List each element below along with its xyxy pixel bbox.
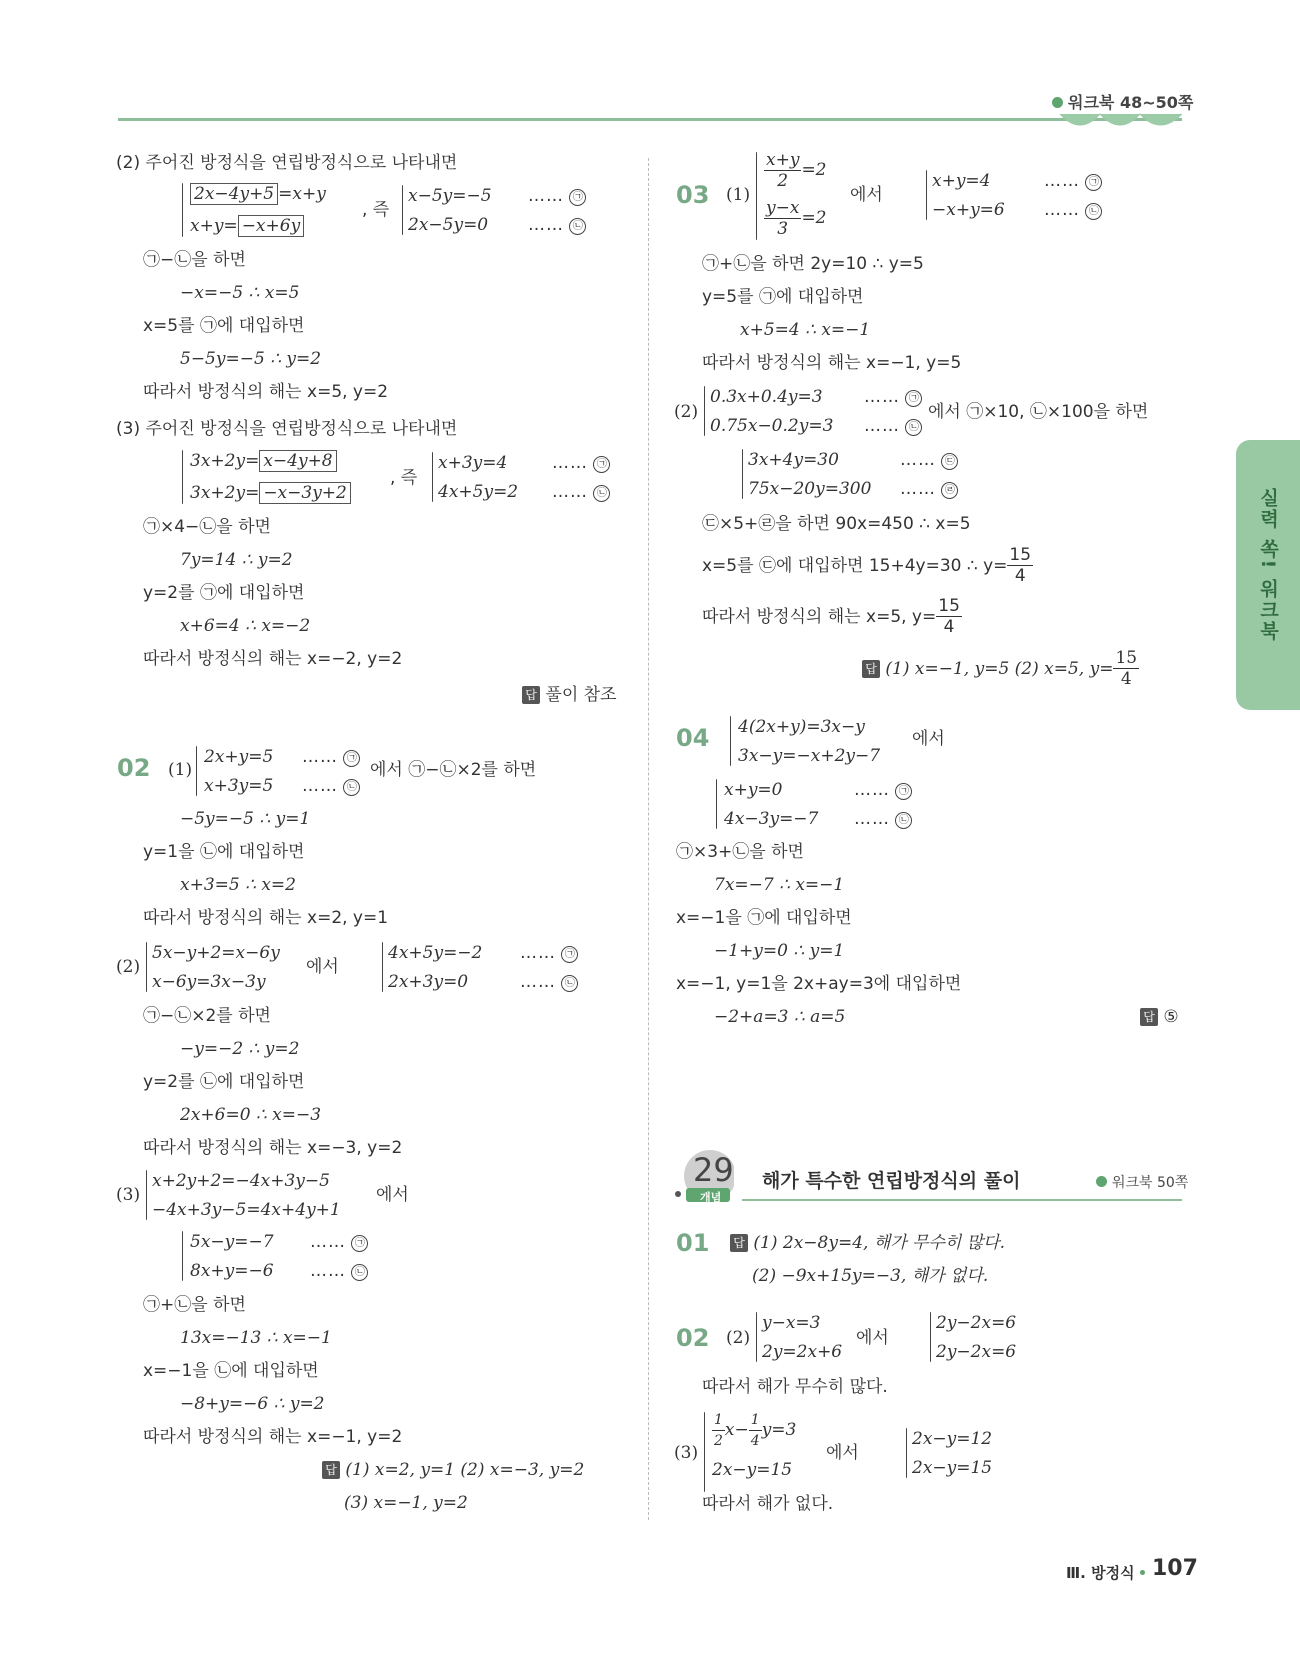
- q02-1-step4: 따라서 방정식의 해는 x=2, y=1: [143, 908, 389, 928]
- section-title: 해가 특수한 연립방정식의 풀이: [762, 1170, 1021, 1192]
- s02-2-sys2: 2y−2x=6: [936, 1342, 1017, 1362]
- brace: [756, 152, 757, 240]
- brace: [432, 452, 433, 502]
- q02-3-sys1: 5x−y=−7: [190, 1232, 274, 1252]
- p3-sys2: 4x+5y=2: [438, 482, 519, 502]
- label-c2: …… ㉡: [520, 970, 578, 994]
- q03-mid: 에서: [850, 185, 883, 205]
- fraction: $\frac{15}{4}$: [1115, 648, 1138, 689]
- q02-1-step1: −5y=−5 ∴ y=1: [180, 809, 311, 829]
- question-number: 01: [676, 1229, 710, 1257]
- brace: [196, 746, 197, 796]
- q02-2-eq1: 5x−y+2=x−6y: [152, 943, 280, 963]
- answer-icon: 답: [862, 660, 880, 678]
- q03-2-tail: 에서 ㉠×10, ㉡×100을 하면: [928, 402, 1149, 422]
- label-c2: …… ㉡: [1044, 198, 1102, 222]
- answer-icon: 답: [730, 1234, 748, 1252]
- q03-2-step2: x=5를 ㉢에 대입하면 15+4y=30 ∴ y= $\frac{15}{4}$: [702, 545, 1032, 586]
- label-c1: …… ㉠: [854, 778, 912, 802]
- s02-2-label: (2): [726, 1328, 751, 1348]
- q03-sys2: −x+y=6: [932, 200, 1005, 220]
- jeuk-label: , 즉: [362, 200, 390, 220]
- q02-3-step1: ㉠+㉡을 하면: [143, 1295, 246, 1315]
- q02-answer-line2: (3) x=−1, y=2: [344, 1493, 468, 1513]
- q02-3-mid: 에서: [376, 1185, 409, 1205]
- p2-eq1: 2x−4y+5 =x+y: [190, 182, 326, 206]
- p2-sys2: 2x−5y=0: [408, 215, 489, 235]
- s02-2-sys1: 2y−2x=6: [936, 1313, 1017, 1333]
- brace: [926, 170, 927, 220]
- brace: [930, 1312, 931, 1362]
- question-number: 03: [676, 181, 710, 209]
- q04-step6: −2+a=3 ∴ a=5: [714, 1007, 846, 1027]
- header-rule: [118, 118, 1182, 121]
- q03-2-step1: ㉢×5+㉣을 하면 90x=450 ∴ x=5: [702, 514, 971, 534]
- s02-3-mid: 에서: [826, 1443, 859, 1463]
- brace: [716, 779, 717, 829]
- q03-answer: 답 (1) x=−1, y=5 (2) x=5, y= $\frac{15}{4}$: [862, 648, 1139, 689]
- answer-icon: 답: [322, 1461, 340, 1479]
- p3-intro: (3) 주어진 방정식을 연립방정식으로 나타내면: [116, 419, 458, 439]
- answer-icon: 답: [522, 686, 540, 704]
- q03-2-eq1: 0.3x+0.4y=3: [710, 387, 823, 407]
- q02-2-sys2: 2x+3y=0: [388, 972, 469, 992]
- s02-2-mid: 에서: [856, 1328, 889, 1348]
- q04-answer: 답 ⑤: [1140, 1005, 1179, 1029]
- q04-step3: x=−1을 ㉠에 대입하면: [676, 908, 852, 928]
- q02-2-step5: 따라서 방정식의 해는 x=−3, y=2: [143, 1138, 403, 1158]
- s01-answer-line1: 답 (1) 2x−8y=4, 해가 무수히 많다.: [730, 1231, 1005, 1255]
- label-c2: …… ㉡: [528, 213, 586, 237]
- label-c2: …… ㉡: [310, 1259, 368, 1283]
- q03-2-sys2: 75x−20y=300: [748, 479, 872, 499]
- q03-frac2: $\frac{y-x}{3}$ =2: [766, 198, 827, 239]
- brace: [704, 386, 705, 436]
- s02-2-step1: 따라서 해가 무수히 많다.: [702, 1377, 888, 1397]
- q02-2-step4: 2x+6=0 ∴ x=−3: [180, 1105, 322, 1125]
- p3-eq1: 3x+2y= x−4y+8: [190, 449, 337, 473]
- brace: [146, 942, 147, 992]
- p2-step1: ㉠−㉡을 하면: [143, 250, 246, 270]
- p3-step1: ㉠×4−㉡을 하면: [143, 517, 271, 537]
- q02-1-eq1: 2x+y=5: [204, 747, 274, 767]
- q02-2-eq2: x−6y=3x−3y: [152, 972, 266, 992]
- s02-3-step1: 따라서 해가 없다.: [702, 1494, 834, 1514]
- q04-step1: ㉠×3+㉡을 하면: [676, 842, 804, 862]
- p3-step3: y=2를 ㉠에 대입하면: [143, 583, 305, 603]
- s02-3-sys2: 2x−y=15: [912, 1458, 993, 1478]
- brace: [742, 449, 743, 499]
- dot-icon: [1052, 97, 1063, 108]
- section-number: 29: [693, 1151, 734, 1189]
- question-number: 02: [676, 1324, 710, 1352]
- q04-eq2: 3x−y=−x+2y−7: [738, 746, 881, 766]
- question-number: 02: [117, 754, 151, 782]
- label-c1: …… ㉠: [302, 745, 360, 769]
- p3-answer: 답 풀이 참조: [522, 683, 617, 707]
- label-c4: …… ㉣: [900, 477, 958, 501]
- q02-3-step5: 따라서 방정식의 해는 x=−1, y=2: [143, 1427, 403, 1447]
- q03-2-eq2: 0.75x−0.2y=3: [710, 416, 834, 436]
- header-wave-decoration: [1060, 112, 1184, 136]
- q02-answer-line1: 답 (1) x=2, y=1 (2) x=−3, y=2: [322, 1458, 584, 1482]
- question-number: 04: [676, 724, 710, 752]
- q04-sys2: 4x−3y=−7: [724, 809, 819, 829]
- brace: [730, 716, 731, 766]
- p3-step4: x+6=4 ∴ x=−2: [180, 616, 311, 636]
- fraction: $\frac{15}{4}$: [1009, 545, 1032, 586]
- answer-icon: 답: [1140, 1008, 1158, 1026]
- label-c1: …… ㉠: [310, 1230, 368, 1254]
- q02-1-label: (1): [168, 760, 193, 780]
- q02-2-mid: 에서: [306, 957, 339, 977]
- p2-sys1: x−5y=−5: [408, 186, 492, 206]
- footer-page-number: 107: [1152, 1556, 1198, 1581]
- q04-eq1: 4(2x+y)=3x−y: [738, 717, 865, 737]
- label-c1: …… ㉠: [1044, 169, 1102, 193]
- p3-step2: 7y=14 ∴ y=2: [180, 550, 293, 570]
- label-c2: …… ㉡: [854, 807, 912, 831]
- label-c2: …… ㉡: [302, 774, 360, 798]
- q02-2-step1: ㉠−㉡×2를 하면: [143, 1006, 271, 1026]
- s02-2-eq1: y−x=3: [762, 1313, 821, 1333]
- q04-mid: 에서: [912, 729, 945, 749]
- p2-eq2: x+y= −x+6y: [190, 214, 304, 238]
- s02-3-label: (3): [674, 1443, 699, 1463]
- p2-step3: x=5를 ㉠에 대입하면: [143, 316, 305, 336]
- column-divider: [648, 158, 649, 1520]
- q02-1-tail: 에서 ㉠−㉡×2를 하면: [370, 760, 537, 780]
- label-c1: …… ㉠: [552, 451, 610, 475]
- q02-1-step2: y=1을 ㉡에 대입하면: [143, 842, 305, 862]
- q02-3-step4: −8+y=−6 ∴ y=2: [180, 1394, 325, 1414]
- brace: [704, 1412, 705, 1492]
- brace: [182, 1231, 183, 1281]
- q03-step2: y=5를 ㉠에 대입하면: [702, 287, 864, 307]
- q02-2-sys1: 4x+5y=−2: [388, 943, 483, 963]
- q02-2-step2: −y=−2 ∴ y=2: [180, 1039, 300, 1059]
- q02-3-eq1: x+2y+2=−4x+3y−5: [152, 1171, 330, 1191]
- fraction: $\frac{15}{4}$: [938, 596, 960, 637]
- p3-eq2: 3x+2y= −x−3y+2: [190, 481, 351, 505]
- label-c1: …… ㉠: [528, 184, 586, 208]
- q02-2-label: (2): [116, 957, 141, 977]
- q03-frac1: $\frac{x+y}{2}$ =2: [766, 150, 827, 191]
- q03-sys1: x+y=4: [932, 171, 991, 191]
- q02-3-label: (3): [116, 1185, 141, 1205]
- q02-3-sys2: 8x+y=−6: [190, 1261, 274, 1281]
- s02-2-eq2: 2y=2x+6: [762, 1342, 843, 1362]
- q02-3-step2: 13x=−13 ∴ x=−1: [180, 1328, 332, 1348]
- q02-1-eq2: x+3y=5: [204, 776, 274, 796]
- p2-step4: 5−5y=−5 ∴ y=2: [180, 349, 322, 369]
- q04-step5: x=−1, y=1을 2x+ay=3에 대입하면: [676, 974, 962, 994]
- q03-step1: ㉠+㉡을 하면 2y=10 ∴ y=5: [702, 254, 924, 274]
- q03-2-sys1: 3x+4y=30: [748, 450, 839, 470]
- q04-step4: −1+y=0 ∴ y=1: [714, 941, 845, 961]
- footer-dot-icon: [1140, 1570, 1145, 1575]
- label-c3: …… ㉢: [900, 448, 958, 472]
- brace: [146, 1170, 147, 1220]
- brace: [906, 1428, 907, 1478]
- q02-3-eq2: −4x+3y−5=4x+4y+1: [152, 1200, 341, 1220]
- p2-intro: (2) 주어진 방정식을 연립방정식으로 나타내면: [116, 153, 458, 173]
- brace: [402, 185, 403, 235]
- q02-1-step3: x+3=5 ∴ x=2: [180, 875, 296, 895]
- q04-step2: 7x=−7 ∴ x=−1: [714, 875, 845, 895]
- q03-step3: x+5=4 ∴ x=−1: [740, 320, 871, 340]
- jeuk-label: , 즉: [390, 468, 418, 488]
- q02-3-step3: x=−1을 ㉡에 대입하면: [143, 1361, 319, 1381]
- brace: [756, 1312, 757, 1362]
- q03-2-step3: 따라서 방정식의 해는 x=5, y= $\frac{15}{4}$: [702, 596, 960, 637]
- p2-step5: 따라서 방정식의 해는 x=5, y=2: [143, 382, 389, 402]
- q02-2-step3: y=2를 ㉡에 대입하면: [143, 1072, 305, 1092]
- label-c2: …… ㉡: [552, 480, 610, 504]
- p2-step2: −x=−5 ∴ x=5: [180, 283, 300, 303]
- label-c2: …… ㉡: [864, 414, 922, 438]
- section-workbook-ref: 워크북 50쪽: [1096, 1172, 1188, 1192]
- s02-3-eq2: 2x−y=15: [712, 1460, 793, 1480]
- s01-answer-line2: (2) −9x+15y=−3, 해가 없다.: [752, 1266, 989, 1286]
- brace: [182, 450, 183, 504]
- q03-step4: 따라서 방정식의 해는 x=−1, y=5: [702, 353, 962, 373]
- s02-3-eq1: $\frac{1}{2}$ x− $\frac{1}{4}$ y=3: [714, 1412, 797, 1449]
- header-workbook-ref: 워크북 48~50쪽: [1052, 90, 1193, 113]
- section-rule: [742, 1199, 1182, 1201]
- q03-1-label: (1): [726, 185, 751, 205]
- label-c1: …… ㉠: [520, 941, 578, 965]
- section-badge-label: 개념: [700, 1191, 722, 1204]
- s02-3-sys1: 2x−y=12: [912, 1429, 993, 1449]
- side-tab-label: 실력 쏙! 워크북: [1257, 488, 1279, 642]
- q04-sys1: x+y=0: [724, 780, 783, 800]
- p3-step5: 따라서 방정식의 해는 x=−2, y=2: [143, 649, 403, 669]
- footer-chapter: Ⅲ. 방정식: [1066, 1564, 1135, 1582]
- label-c1: …… ㉠: [864, 385, 922, 409]
- brace: [182, 183, 183, 237]
- brace: [382, 942, 383, 992]
- p3-sys1: x+3y=4: [438, 453, 508, 473]
- q03-2-label: (2): [674, 402, 699, 422]
- dot-icon: [1096, 1176, 1107, 1187]
